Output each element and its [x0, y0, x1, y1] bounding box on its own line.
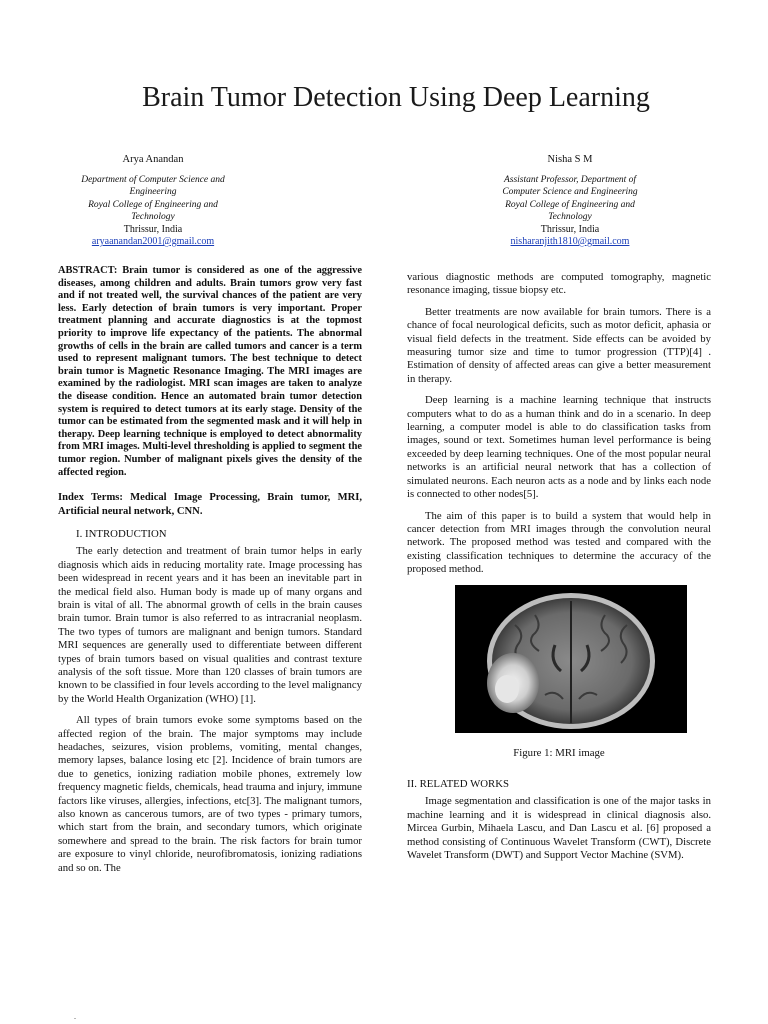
paragraph: The aim of this paper is to build a system that would help in cancer detection from MRI images through the convolution neural network. The proposed method was tested and compared with the existing classification techniques to determine the accuracy of the proposed method. — [407, 509, 711, 576]
author-affiliation: Royal College of Engineering and — [88, 199, 218, 210]
author-name: Nisha S M — [547, 154, 593, 165]
paragraph: Image segmentation and classification is one of the major tasks in machine learning and it is widespread in clinical diagnosis also. Mircea Gurbin, Mihaela Lascu, and Dan Lascu et al. [6] proposed a method consisting of Continuous Wavelet Transform (CWT), Discrete Wavelet Transform (DWT) and Support Vector Machine (SVM). — [407, 795, 711, 861]
author-affiliation: Technology — [548, 212, 592, 222]
author-affiliation: Technology — [131, 212, 175, 222]
section-heading-introduction: I. INTRODUCTION — [76, 527, 167, 540]
mri-brain-scan — [455, 585, 687, 733]
author-email-link[interactable]: nisharanjith1810@gmail.com — [510, 236, 630, 247]
author-location: Thrissur, India — [123, 223, 183, 235]
author-block-2 — [450, 154, 690, 249]
author-name: Arya Anandan — [122, 154, 184, 165]
author-location: Thrissur, India — [540, 223, 600, 235]
author-affiliation: Computer Science and Engineering — [502, 187, 638, 197]
figure-caption: Figure 1: MRI image — [513, 746, 605, 759]
author-affiliation: Department of Computer Science and — [81, 174, 225, 185]
author-block-1 — [33, 154, 273, 249]
author-affiliation: Royal College of Engineering and — [505, 199, 635, 210]
paragraph: Deep learning is a machine learning technique that instructs computers what to do as a human think and do in a scenario. In deep learning, a computer model is able to do classification tasks from images, sound or text. Sometimes human level performance is being exceeded by deep learning techniques. One of the most popular neural networks is an artificial neural network that has a collection of simulated neurons. Each neuron acts as a node and by links each node is connected to other nodes[5]. — [407, 394, 711, 501]
section-heading-related-works: II. RELATED WORKS — [407, 777, 510, 790]
author-affiliation: Assistant Professor, Department of — [503, 174, 637, 185]
paper-title: Brain Tumor Detection Using Deep Learning — [142, 82, 650, 113]
index-terms: Index Terms: Medical Image Processing, Brain tumor, MRI, Artificial neural network, CNN. — [58, 492, 362, 517]
left-column — [58, 265, 362, 883]
paragraph: Better treatments are now available for brain tumors. There is a chance of focal neurological deficits, such as motor deficit, aphasia or visual field defects in the treatment. Side effects can be avoided by measuring tumor size and time to tumor progression (TTP)[4] . Estimation of density of affected areas can give a better measurement in therapy. — [407, 305, 711, 385]
footer-mark: . — [74, 1012, 76, 1021]
paragraph: various diagnostic methods are computed tomography, magnetic resonance imaging, tissue biopsy etc. — [407, 271, 711, 297]
paragraph: The early detection and treatment of brain tumor helps in early diagnosis which aids in reducing mortality rate. Image processing has been widespread in recent years and it has been an inevitable part in the medical field also. Human body is made up of many organs and brain is vital of all. The abnormal growth of cells in the brain causes brain tumor. Brain tumor is also referred to as intracranial neoplasm. The two types of tumors are malignant and benign tumors. Standard MRI sequences are generally used to differentiate between different types of brain tumors based on visual qualities and contrast texture analysis of the soft tissue. More than 120 classes of brain tumors are known to be classified in four levels according to the level malignancy by the World Health Organization (WHO) [1]. — [58, 545, 362, 705]
right-column — [407, 271, 711, 870]
author-affiliation: Engineering — [129, 187, 177, 197]
abstract: ABSTRACT: Brain tumor is considered as one of the aggressive diseases, among children and adults. Brain tumors grow very fast and if not treated well, the survival chances of the patient are very less. Early detection of brain tumors is very important. Proper treatment planning and accurate diagnostics is at the topmost priority to improve life expectancy of the patients. The abnormal growths of cells in the brain are called tumors and cancer is a term used to represent malignant tumors. The best technique to detect brain tumor is Magnetic Resonance Imaging. The MRI images are examined by the radiologist. MRI scan images are taken to analyze the disease condition. Hence an automated brain tumor detection system is required to detect tumors at its early stage. Density of the tumor can be estimated from the segmented mask and it will help in therapy. Deep learning technique is employed to detect abnormality from MRI images. Multi-level thresholding is applied to segment the tumor region. Number of malignant pixels gives the density of the affected region. — [58, 265, 362, 478]
author-email-link[interactable]: aryaanandan2001@gmail.com — [91, 236, 215, 247]
mri-figure-image — [455, 585, 687, 733]
paragraph: All types of brain tumors evoke some symptoms based on the affected region of the brain. The major symptoms may include headaches, seizures, vision problems, vomiting, mental changes, memory lapses, balance losing etc [2]. Incidence of brain tumors are due to genetics, ionizing radiation mobile phones, extremely low frequency magnetic fields, chemicals, head trauma and injury, immune factors like viruses, allergies, infections, etc[3]. The malignant tumors, also known as cancerous tumors, are of two types - primary tumors, which start from the brain, and secondary tumors, which originate somewhere and spread to the brain. The risk factors for brain tumor are exposure to vinyl chloride, neurofibromatosis, ionizing radiations and so on. The — [58, 714, 362, 874]
